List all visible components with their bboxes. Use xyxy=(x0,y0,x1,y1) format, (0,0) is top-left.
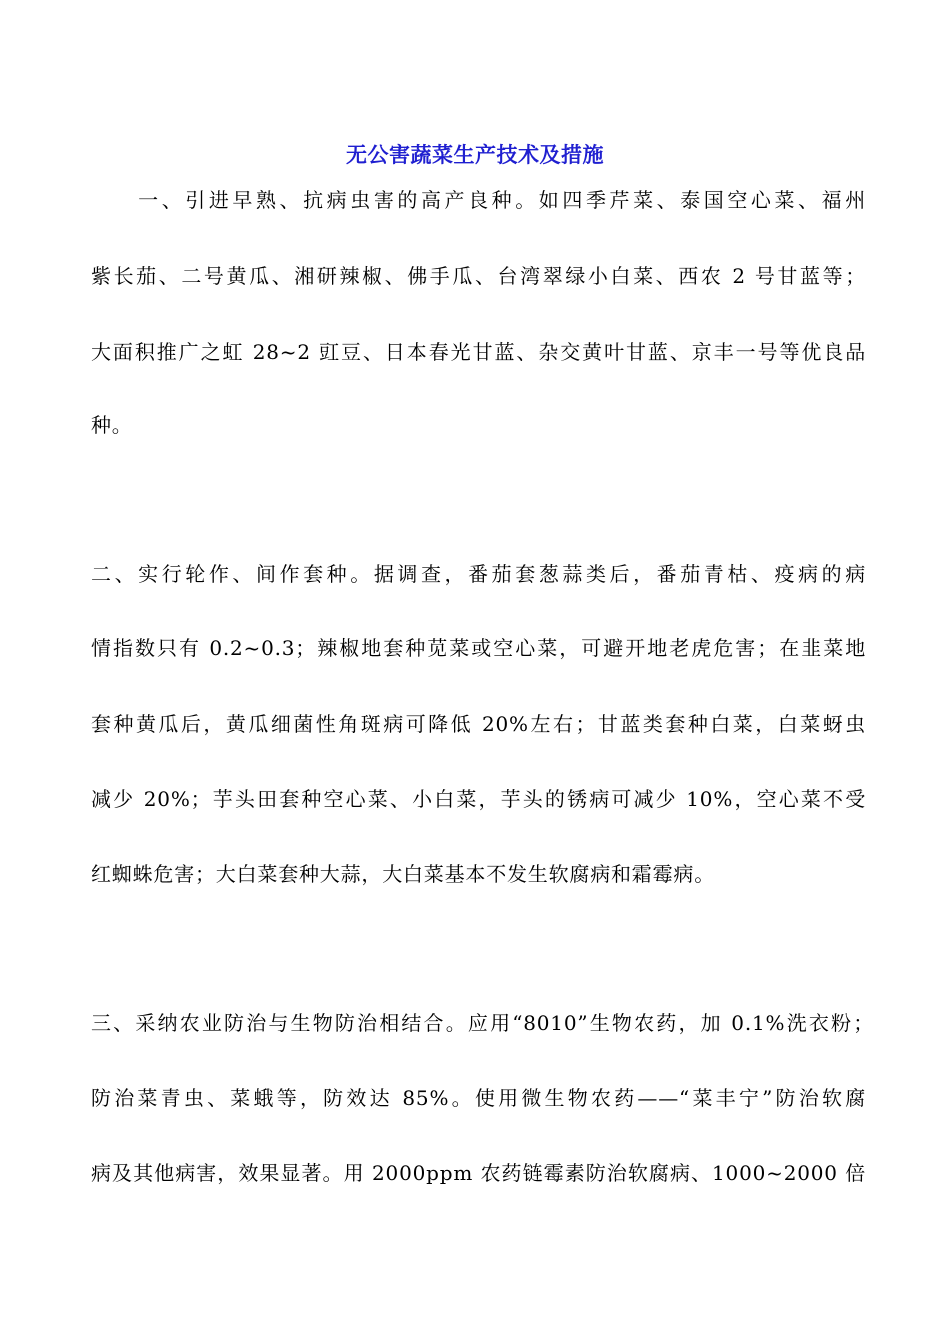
paragraph-2-line-1: 二、实行轮作、间作套种。据调查，番茄套葱蒜类后，番茄青枯、疫病的病 xyxy=(91,562,866,586)
paragraph-2-line-4: 减少 20%；芋头田套种空心菜、小白菜，芋头的锈病可减少 10%，空心菜不受 xyxy=(91,787,866,811)
paragraph-2-line-3: 套种黄瓜后，黄瓜细菌性角斑病可降低 20%左右；甘蓝类套种白菜，白菜蚜虫 xyxy=(91,712,866,736)
paragraph-1-line-2: 紫长茄、二号黄瓜、湘研辣椒、佛手瓜、台湾翠绿小白菜、西农 2 号甘蓝等； xyxy=(91,264,866,288)
document-title: 无公害蔬菜生产技术及措施 xyxy=(346,142,604,167)
paragraph-3-line-3: 病及其他病害，效果显著。用 2000ppm 农药链霉素防治软腐病、1000~2000 倍 xyxy=(91,1161,866,1185)
paragraph-1-line-3: 大面积推广之虹 28~2 豇豆、日本春光甘蓝、杂交黄叶甘蓝、京丰一号等优良品 xyxy=(91,340,866,364)
paragraph-1-line-1: 一、引进早熟、抗病虫害的高产良种。如四季芹菜、泰国空心菜、福州 xyxy=(91,188,866,212)
paragraph-2-line-5: 红蜘蛛危害；大白菜套种大蒜，大白菜基本不发生软腐病和霜霉病。 xyxy=(91,862,715,886)
paragraph-2-line-2: 情指数只有 0.2~0.3；辣椒地套种苋菜或空心菜，可避开地老虎危害；在韭菜地 xyxy=(91,636,866,660)
paragraph-1-line-4: 种。 xyxy=(91,413,133,437)
paragraph-3-line-2: 防治菜青虫、菜蛾等，防效达 85%。使用微生物农药——“菜丰宁”防治软腐 xyxy=(91,1086,866,1110)
paragraph-3-line-1: 三、采纳农业防治与生物防治相结合。应用“8010”生物农药，加 0.1%洗衣粉； xyxy=(91,1011,874,1035)
